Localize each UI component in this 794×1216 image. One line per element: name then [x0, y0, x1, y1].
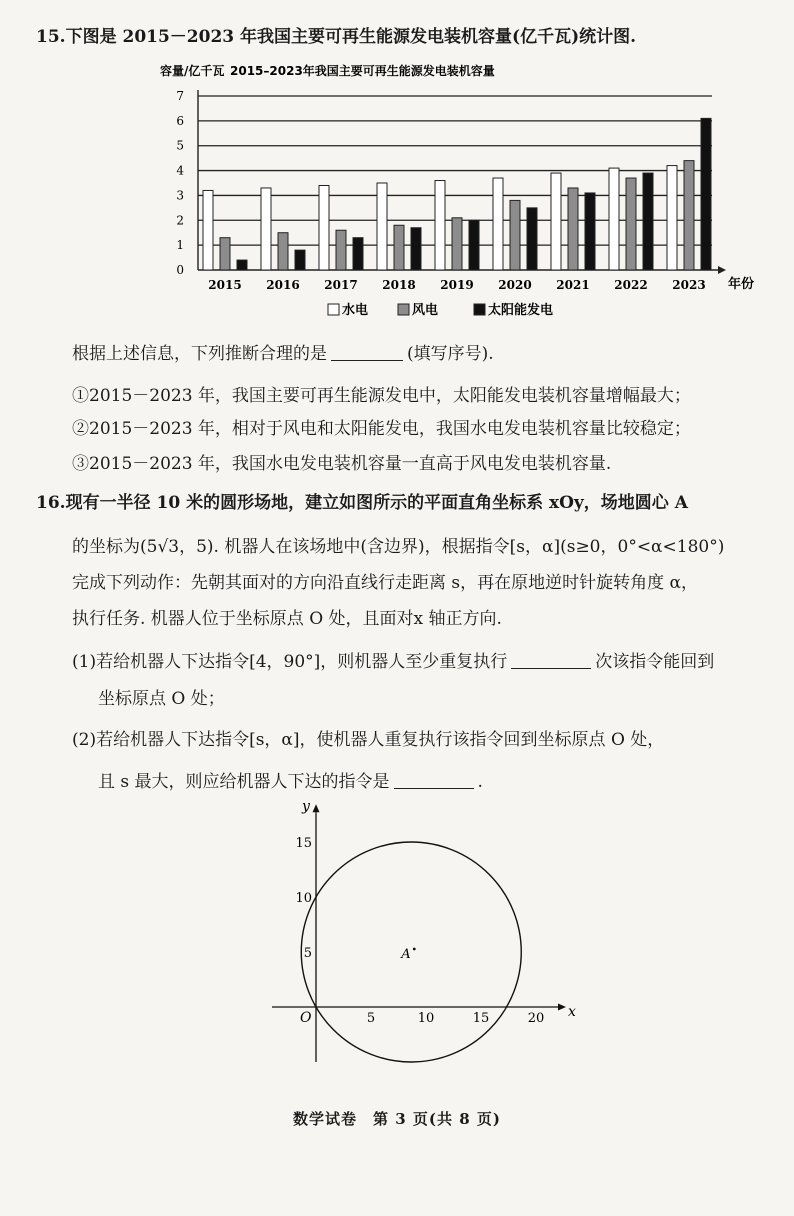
q16-number: 16. — [36, 493, 66, 513]
x-axis-arrow — [718, 266, 726, 274]
bar-2018-太阳能发电 — [411, 228, 421, 270]
q16-line-2: 的坐标为(5√3，5). 机器人在该场地中(含边界)，根据指令[s，α](s≥0，0°<α<180°) — [72, 537, 725, 557]
q15-stem — [36, 26, 636, 48]
x-tick-label-2016: 2016 — [266, 278, 300, 292]
legend-label-太阳能发电: 太阳能发电 — [488, 303, 554, 318]
x-tick-label-2018: 2018 — [382, 278, 416, 292]
q16-line-3: 完成下列动作：先朝其面对的方向沿直线行走距离 s，再在原地逆时针旋转角度 α， — [72, 573, 699, 593]
legend-label-风电: 风电 — [412, 303, 439, 318]
x-tick-label-2020: 2020 — [498, 278, 532, 292]
q16-part-1 — [72, 650, 714, 673]
q16-part-1-tail: 次该指令能回到 — [595, 652, 715, 672]
bar-2016-太阳能发电 — [295, 250, 305, 270]
x-tick-label-10: 10 — [417, 1011, 435, 1026]
q15-intro-text: 根据上述信息，下列推断合理的是 — [72, 344, 327, 364]
y-tick-label-10: 10 — [295, 891, 312, 906]
y-axis-label: y — [302, 798, 310, 815]
y-tick-label-5: 5 — [303, 946, 312, 961]
bar-2018-风电 — [394, 225, 404, 270]
q15-option-2: ②2015－2023 年，相对于风电和太阳能发电，我国水电发电装机容量比较稳定； — [72, 419, 691, 439]
x-tick-label-2019: 2019 — [440, 278, 474, 292]
q16-line-1 — [36, 492, 688, 514]
q16-part-2-tail: . — [477, 772, 483, 792]
bar-2021-风电 — [568, 188, 578, 270]
x-axis-label: x — [568, 1004, 576, 1020]
bar-chart — [160, 60, 755, 326]
origin-label: O — [300, 1010, 312, 1026]
bar-2017-太阳能发电 — [353, 238, 363, 270]
bar-2015-风电 — [220, 238, 230, 270]
bar-2021-水电 — [551, 173, 561, 270]
x-tick-label-2022: 2022 — [614, 278, 648, 292]
y-tick-label-2: 2 — [176, 213, 184, 228]
bar-2020-水电 — [493, 178, 503, 270]
q16-part-2-cont — [98, 770, 483, 793]
field-circle — [301, 842, 521, 1062]
bar-2022-水电 — [609, 168, 619, 270]
y-tick-label-3: 3 — [176, 188, 184, 203]
q16-part-2-blank[interactable] — [394, 770, 474, 789]
legend-swatch-水电 — [328, 304, 339, 315]
legend-swatch-太阳能发电 — [474, 304, 485, 315]
bar-2015-太阳能发电 — [237, 260, 247, 270]
q16-part-2-text: 且 s 最大，则应给机器人下达的指令是 — [98, 772, 390, 792]
q15-number: 15. — [36, 27, 66, 47]
q15-option-3: ③2015－2023 年，我国水电发电装机容量一直高于风电发电装机容量. — [72, 454, 612, 474]
bar-2017-风电 — [336, 230, 346, 270]
q16-part-1-text: (1)若给机器人下达指令[4，90°]，则机器人至少重复执行 — [72, 652, 508, 672]
bar-2021-太阳能发电 — [585, 193, 595, 270]
chart-title: 2015–2023年我国主要可再生能源发电装机容量 — [230, 64, 495, 78]
q15-option-1: ①2015－2023 年，我国主要可再生能源发电中，太阳能发电装机容量增幅最大； — [72, 386, 691, 406]
y-axis-label: 容量/亿千瓦 — [160, 64, 225, 78]
x-tick-label-2017: 2017 — [324, 278, 358, 292]
bar-2016-水电 — [261, 188, 271, 270]
q16-line-4: 执行任务. 机器人位于坐标原点 O 处，且面对x 轴正方向. — [72, 609, 502, 629]
legend-swatch-风电 — [398, 304, 409, 315]
q15-intro-tail: (填写序号). — [407, 344, 494, 364]
q16-part-2: (2)若给机器人下达指令[s，α]，使机器人重复执行该指令回到坐标原点 O 处， — [72, 730, 665, 750]
center-label: A — [401, 947, 411, 962]
x-tick-label-15: 15 — [472, 1011, 490, 1026]
q15-stem-text: 下图是 2015－2023 年我国主要可再生能源发电装机容量(亿千瓦)统计图. — [65, 27, 637, 47]
y-tick-label-15: 15 — [295, 836, 312, 851]
bar-2019-水电 — [435, 181, 445, 270]
bar-2022-太阳能发电 — [643, 173, 653, 270]
bar-2015-水电 — [203, 190, 213, 270]
bar-2019-太阳能发电 — [469, 220, 479, 270]
q16-part-1-blank[interactable] — [511, 650, 591, 669]
y-tick-label-0: 0 — [176, 263, 184, 277]
q16-line-1-text: 现有一半径 10 米的圆形场地，建立如图所示的平面直角坐标系 xOy，场地圆心 A — [65, 493, 688, 513]
q15-answer-blank[interactable] — [331, 342, 403, 361]
x-tick-label-2023: 2023 — [672, 278, 706, 292]
q15-intro — [72, 342, 494, 365]
bar-2023-水电 — [667, 166, 677, 270]
center-point — [413, 948, 416, 951]
y-tick-label-6: 6 — [176, 113, 184, 128]
bar-2020-风电 — [510, 200, 520, 270]
y-tick-label-1: 1 — [176, 238, 184, 253]
x-axis-arrow — [558, 1004, 566, 1011]
y-tick-label-5: 5 — [176, 138, 184, 153]
bar-2019-风电 — [452, 218, 462, 270]
bar-2023-太阳能发电 — [701, 118, 711, 270]
bar-2016-风电 — [278, 233, 288, 270]
x-axis-label: 年份 — [728, 277, 755, 292]
page-footer: 数学试卷 第 3 页(共 8 页) — [293, 1110, 501, 1128]
x-tick-label-2015: 2015 — [208, 278, 242, 292]
y-axis-arrow — [313, 804, 320, 812]
x-tick-label-2021: 2021 — [556, 278, 590, 292]
legend-label-水电: 水电 — [342, 303, 369, 318]
bar-2022-风电 — [626, 178, 636, 270]
x-tick-label-20: 20 — [527, 1011, 545, 1026]
y-tick-label-7: 7 — [176, 89, 184, 103]
x-tick-label-5: 5 — [366, 1011, 376, 1026]
coordinate-figure — [272, 798, 576, 1070]
bar-2018-水电 — [377, 183, 387, 270]
bar-2023-风电 — [684, 161, 694, 270]
y-tick-label-4: 4 — [176, 163, 184, 178]
bar-2020-太阳能发电 — [527, 208, 537, 270]
q16-part-1-cont: 坐标原点 O 处； — [98, 689, 225, 709]
bar-2017-水电 — [319, 185, 329, 270]
